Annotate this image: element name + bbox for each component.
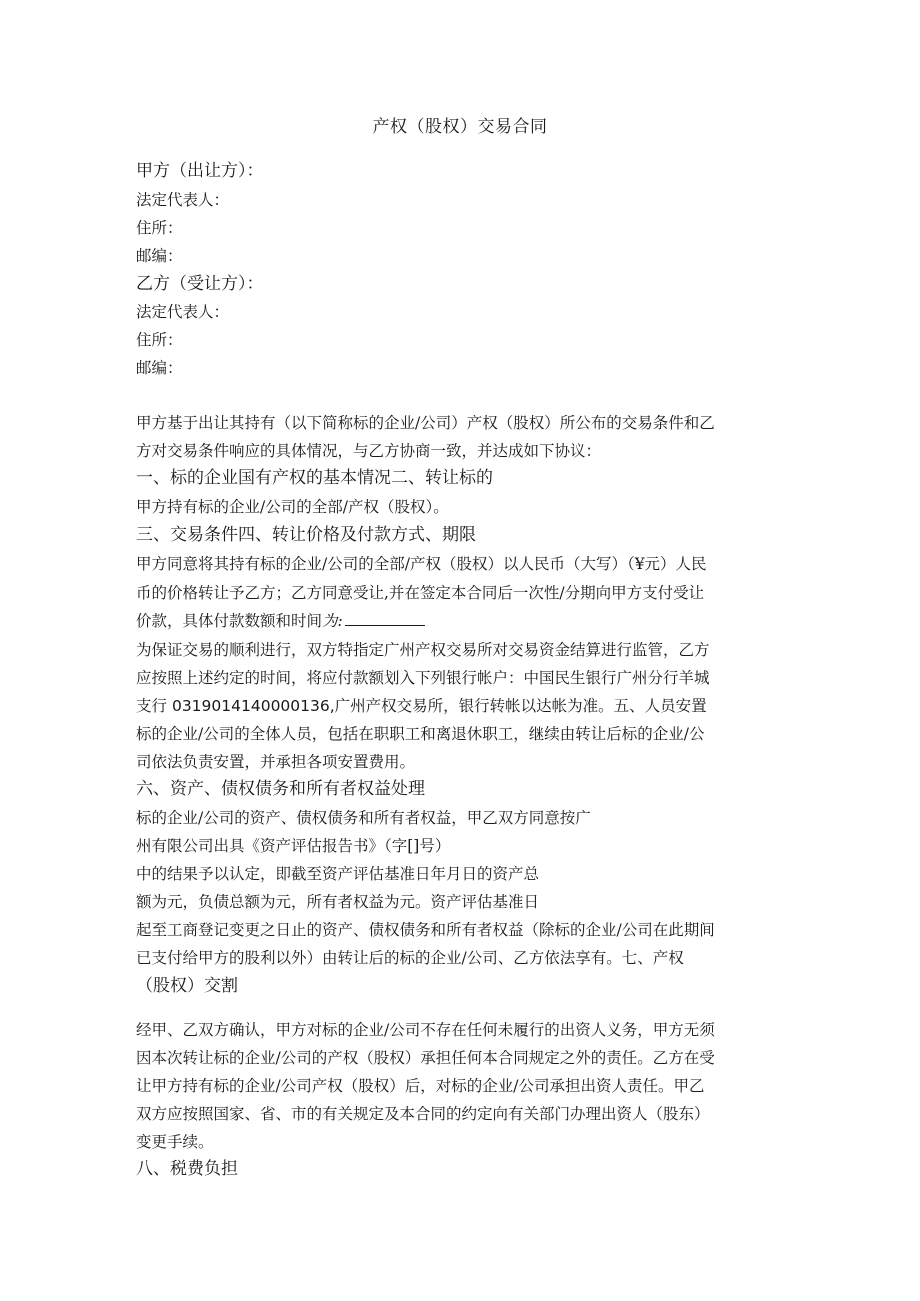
bank-account-text: 广州产权交易所，银行转帐以达帐为准。五、人员安置: [334, 697, 707, 715]
body-line: 司依法负责安置，并承担各项安置费用。: [136, 753, 416, 771]
payment-terms-line: [136, 610, 786, 632]
body-line: 额为元，负债总额为元，所有者权益为元。资产评估基准日: [136, 893, 540, 911]
party-a-address: 住所：: [136, 219, 183, 237]
body-line: 标的企业/公司的资产、债权债务和所有者权益，甲乙双方同意按广: [136, 809, 591, 827]
party-b-postcode: 邮编：: [136, 359, 183, 377]
document-title: 产权（股权）交易合同: [372, 117, 548, 137]
body-line: 变更手续。: [136, 1133, 214, 1151]
body-line: 标的企业/公司的全体人员，包括在职职工和离退休职工，继续由转让后标的企业/公: [136, 725, 705, 743]
body-line: 币的价格转让予乙方；乙方同意受让,并在签定本合同后一次性/分期向甲方支付受让: [136, 584, 705, 602]
party-b-address: 住所：: [136, 331, 183, 349]
section-heading: 一、标的企业国有产权的基本情况二、转让标的: [136, 468, 493, 488]
body-line: 中的结果予以认定，即截至资产评估基准日年月日的资产总: [136, 865, 540, 883]
body-line: 双方应按照国家、省、市的有关规定及本合同的约定向有关部门办理出资人（股东）: [136, 1105, 710, 1123]
body-line: 起至工商登记变更之日止的资产、债权债务和所有者权益（除标的企业/公司在此期间: [136, 921, 715, 939]
payment-terms-suffix: 为:: [322, 612, 343, 630]
body-line: 为保证交易的顺利进行，双方特指定广州产权交易所对交易资金结算进行监管，乙方: [136, 641, 710, 659]
body-line: 甲方持有标的企业/公司的全部/产权（股权）。: [136, 498, 449, 516]
party-a-postcode: 邮编：: [136, 247, 183, 265]
section-heading: 三、交易条件四、转让价格及付款方式、期限: [136, 525, 476, 545]
section-heading: 八、税费负担: [136, 1159, 238, 1179]
body-line: 应按照上述约定的时间，将应付款额划入下列银行帐户：中国民生银行广州分行羊城: [136, 669, 710, 687]
party-a-heading: 甲方（出让方）：: [136, 161, 264, 181]
section-heading: 六、资产、债权债务和所有者权益处理: [136, 779, 425, 799]
party-b-heading: 乙方（受让方）：: [136, 274, 264, 294]
body-line: 因本次转让标的企业/公司的产权（股权）承担任何本合同规定之外的责任。乙方在受: [136, 1049, 715, 1067]
party-b-representative: 法定代表人：: [136, 303, 230, 321]
bank-branch: 支行: [136, 697, 168, 715]
fill-in-blank: [345, 611, 425, 626]
bank-account-line: [136, 695, 786, 717]
bank-account-number: 0319014140000136,: [171, 697, 335, 715]
body-line: 甲方同意将其持有标的企业/公司的全部/产权（股权）以人民币（大写）（¥元）人民: [136, 555, 707, 573]
party-a-representative: 法定代表人：: [136, 191, 230, 209]
section-heading: （股权）交割: [136, 976, 238, 996]
payment-terms-text: 价款，具体付款数额和时间: [136, 612, 323, 630]
body-line: 已支付给甲方的股利以外）由转让后的标的企业/公司、乙方依法享有。七、产权: [136, 949, 684, 967]
body-line: 方对交易条件响应的具体情况，与乙方协商一致，并达成如下协议：: [136, 442, 602, 460]
body-line: 经甲、乙双方确认，甲方对标的企业/公司不存在任何未履行的出资人义务，甲方无须: [136, 1021, 715, 1039]
body-line: 让甲方持有标的企业/公司产权（股权）后，对标的企业/公司承担出资人责任。甲乙: [136, 1077, 705, 1095]
body-line: 甲方基于出让其持有（以下简称标的企业/公司）产权（股权）所公布的交易条件和乙: [136, 414, 715, 432]
body-line: 州有限公司出具《资产评估报告书》（字[]号）: [136, 837, 451, 855]
